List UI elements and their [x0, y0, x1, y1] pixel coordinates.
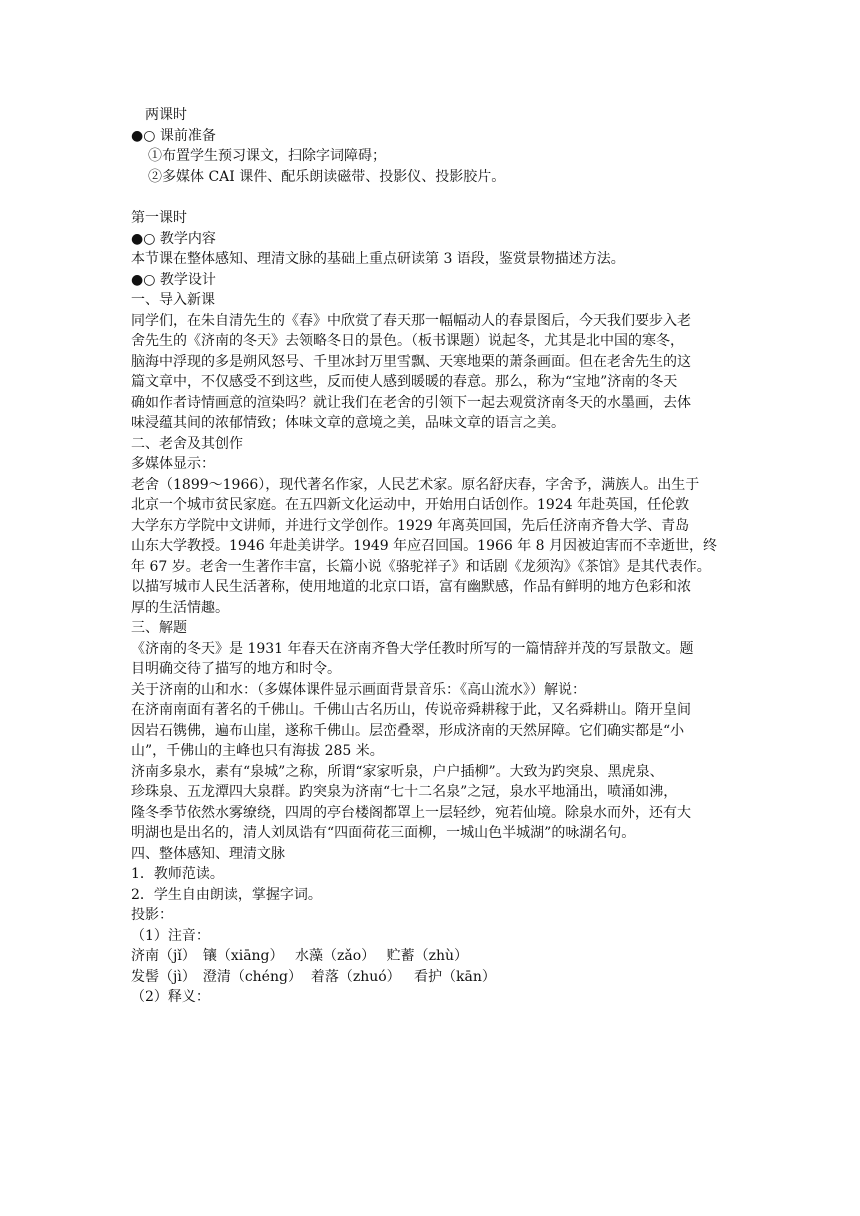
pinyin-row: 济南（jǐ） 镶（xiāng） 水藻（zǎo） 贮蓄（zhù）	[131, 948, 468, 964]
paragraph-line: 确如作者诗情画意的渲染吗？就让我们在老舍的引领下一起去观赏济南冬天的水墨画，去体	[131, 394, 691, 411]
prep-item-1: ①布置学生预习课文，扫除字词障碍；	[148, 148, 386, 164]
prep-heading: ●○ 课前准备	[131, 127, 216, 144]
blank-line	[131, 187, 731, 208]
section-title: 四、整体感知、理清文脉	[131, 845, 285, 862]
paragraph-line: 在济南南面有著名的千佛山。千佛山古名历山，传说帝舜耕稼于此，又名舜耕山。隋开皇间	[131, 702, 691, 718]
section-author	[131, 434, 731, 619]
paragraph-line: 济南多泉水，素有“泉城”之称，所谓“家家听泉，户户插柳”。大致为趵突泉、黑虎泉、	[131, 763, 664, 780]
pinyin-row: 发髻（jì） 澄清（chéng） 着落（zhuó） 看护（kān）	[131, 968, 496, 985]
lesson-1-title: 第一课时	[131, 210, 187, 226]
paragraph-line: 目明确交待了描写的地方和时令。	[131, 661, 341, 677]
prep-item-2: ②多媒体 CAI 课件、配乐朗读磁带、投影仪、投影胶片。	[148, 168, 506, 185]
paragraph-line: 大学东方学院中文讲师，并进行文学创作。1929 年离英回国，先后任济南齐鲁大学、青岛	[131, 517, 690, 534]
paragraph-line: 年 67 岁。老舍一生著作丰富，长篇小说《骆驼祥子》和话剧《龙须沟》《茶馆》是其代表作。	[131, 558, 711, 575]
paragraph-line: 山东大学教授。1946 年赴美讲学。1949 年应召回国。1966 年 8 月因被迫害而不幸逝世，终	[131, 538, 718, 554]
content-heading: ●○ 教学内容	[131, 230, 216, 247]
paragraph-line: 同学们，在朱自清先生的《春》中欣赏了春天那一幅幅动人的春景图后，今天我们要步入老	[131, 312, 691, 329]
paragraph-line: 多媒体显示：	[131, 456, 215, 472]
section-title: 一、导入新课	[131, 292, 215, 308]
list-item: 1．教师范读。	[131, 866, 224, 882]
paragraph-line: 篇文章中，不仅感受不到这些，反而使人感到暖暖的春意。那么，称为“宝地”济南的冬天	[131, 374, 678, 390]
definition-heading: （2）释义：	[131, 989, 210, 1005]
paragraph-line: 关于济南的山和水：（多媒体课件显示画面背景音乐：《高山流水》）解说：	[131, 681, 586, 698]
paragraph-line: 味浸蕴其间的浓郁情致；体味文章的意境之美，品味文章的语言之美。	[131, 415, 565, 431]
section-title: 二、老舍及其创作	[131, 435, 243, 452]
content-text: 本节课在整体感知、理清文脉的基础上重点研读第 3 语段，鉴赏景物描述方法。	[131, 251, 625, 267]
section-title-analysis	[131, 618, 731, 844]
section-intro	[131, 290, 731, 434]
paragraph-line: 脑海中浮现的多是朔风怒号、千里冰封万里雪飘、天寒地栗的萧条画面。但在老舍先生的这	[131, 353, 691, 370]
paragraph-line: 明湖也是出名的，清人刘凤诰有“四面荷花三面柳，一城山色半城湖”的咏湖名句。	[131, 825, 636, 841]
paragraph-line: 珍珠泉、五龙潭四大泉群。趵突泉为济南“七十二名泉”之冠，泉水平地涌出，喷涌如沸，	[131, 784, 678, 800]
lesson-count-label: 两课时	[145, 107, 187, 123]
paragraph-line: 舍先生的《济南的冬天》去领略冬日的景色。（板书课题）说起冬，尤其是北中国的寒冬，	[131, 333, 684, 349]
design-heading: ●○ 教学设计	[131, 271, 216, 288]
document-page	[131, 105, 731, 1008]
paragraph-line: 隆冬季节依然水雾缭绕，四周的亭台楼阁都罩上一层轻纱，宛若仙境。除泉水而外，还有大	[131, 804, 691, 821]
paragraph-line: 山”，千佛山的主峰也只有海拔 285 米。	[131, 743, 384, 759]
pinyin-heading: （1）注音：	[131, 927, 210, 944]
list-item: 2．学生自由朗读，掌握字词。	[131, 886, 322, 903]
paragraph-line: 老舍（1899～1966），现代著名作家，人民艺术家。原名舒庆春，字舍予，满族人。出生于	[131, 476, 700, 493]
paragraph-line: 北京一个城市贫民家庭。在五四新文化运动中，开始用白话创作。1924 年赴英国，任伦敦	[131, 497, 690, 513]
paragraph-line: 厚的生活情趣。	[131, 599, 229, 616]
paragraph-line: 《济南的冬天》是 1931 年春天在济南齐鲁大学任教时所写的一篇情辞并茂的写景散文。题	[131, 640, 694, 657]
projection-label: 投影：	[131, 907, 173, 923]
paragraph-line: 以描写城市人民生活著称，使用地道的北京口语，富有幽默感，作品有鲜明的地方色彩和浓	[131, 579, 691, 595]
section-title: 三、解题	[131, 620, 187, 636]
section-overview	[131, 844, 731, 1008]
paragraph-line: 因岩石镌佛，遍布山崖，遂称千佛山。层峦叠翠，形成济南的天然屏障。它们确实都是“小	[131, 722, 685, 739]
